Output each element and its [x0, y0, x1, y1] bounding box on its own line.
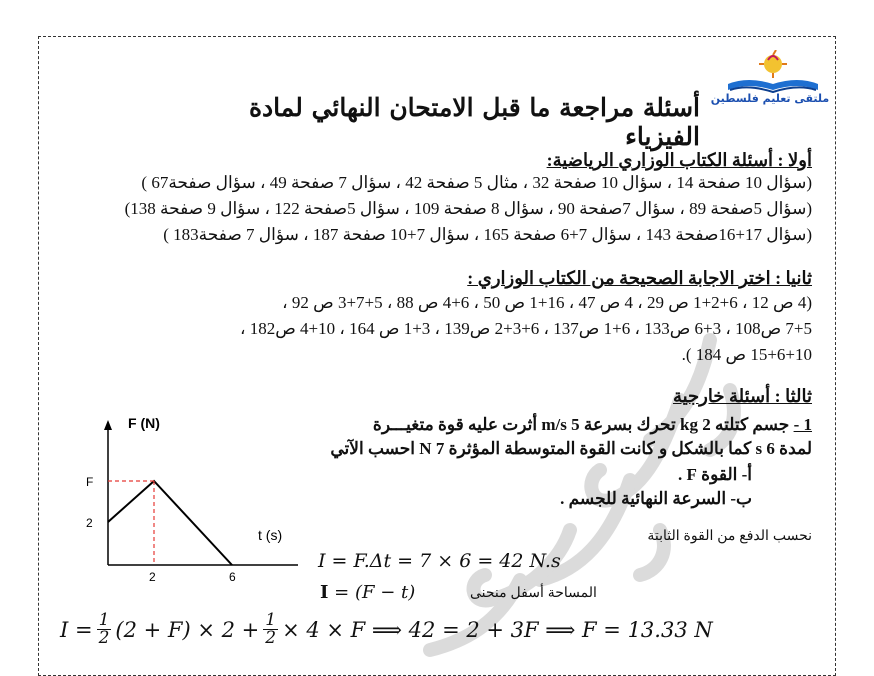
question-text: جسم كتلته 2 kg تحرك بسرعة 5 m/s أثرت عليه قوة متغيـــرة [372, 415, 790, 434]
section1-line: (سؤال 5صفحة 89 ، سؤال 7صفحة 90 ، سؤال 8 صفحة 109 ، سؤال 5صفحة 122 ، سؤال 9 صفحة 138) [124, 199, 812, 218]
section-multiple-choice [240, 268, 812, 365]
section2-line: (4 ص 12 ، 6+2+1 ص 29 ، 4 ص 47 ، 16+1 ص 50 ، 6+4 ص 88 ، 5+7+3 ص 92 ، [282, 293, 812, 312]
part-a: أ- القوة F . [678, 465, 752, 484]
y-tick-2: 2 [86, 516, 93, 530]
x-tick-2: 2 [149, 570, 156, 584]
section-ministry-book-questions [125, 150, 812, 245]
note-impulse-constant-force: نحسب الدفع من القوة الثابتة [647, 527, 812, 543]
section1-line: (سؤال 10 صفحة 14 ، سؤال 10 صفحة 32 ، مثال 5 صفحة 42 ، سؤال 7 صفحة 49 ، سؤال صفحة67 ) [141, 173, 812, 192]
fraction-half [97, 612, 112, 647]
note-area-under-curve: المساحة أسفل منحنى [470, 584, 597, 600]
part-b: ب- السرعة النهائية للجسم . [560, 489, 752, 508]
equation-impulse: I = F.Δt = 7 × 6 = 42 N.s [318, 550, 561, 572]
equation-area-expr: = (F − t) [334, 582, 416, 603]
y-axis-label: F (N) [128, 415, 160, 431]
equation-area [320, 582, 415, 603]
question-1-line1 [330, 415, 812, 435]
eq3-part-a: I = [60, 617, 93, 642]
eq3-part-c: × 4 × F ⟹ 42 = 2 + 3F ⟹ F = 13.33 N [282, 617, 713, 642]
section-external-questions [330, 386, 812, 509]
y-axis-arrow [104, 420, 112, 430]
fraction-numerator: 1 [98, 610, 110, 630]
section2-line: 7+5 ص108 ، 3+6 ص133 ، 6+1 ص137 ، 6+3+2 ص139 ، 3+1 ص 164 ، 10+4 ص182 ، [239, 319, 812, 338]
equation-area-result [60, 612, 713, 647]
page-title: أسئلة مراجعة ما قبل الامتحان النهائي لمادة الفيزياء [248, 93, 700, 151]
section3-heading: ثالثا : أسئلة خارجية [672, 386, 812, 406]
section1-line: (سؤال 17+16صفحة 143 ، سؤال 7+6 صفحة 165 ، سؤال 7+10 صفحة 187 ، سؤال 7 صفحة183 ) [163, 225, 812, 244]
fraction-denominator: 2 [98, 628, 110, 648]
x-tick-6: 6 [229, 570, 236, 584]
y-tick-f: F [86, 475, 94, 489]
eq3-part-b: (2 + F) × 2 + [115, 617, 260, 642]
section2-line: 15+6+10 ص 184 ). [681, 345, 812, 364]
question-number: 1 - [793, 415, 812, 434]
section2-heading: ثانيا : اختر الاجابة الصحيحة من الكتاب الوزاري : [467, 268, 812, 288]
x-axis-label: t (s) [258, 527, 283, 543]
logo-caption: ملتقى تعليم فلسطين [710, 92, 830, 105]
question-1-line2: لمدة 6 s كما بالشكل و كانت القوة المتوسطة المؤثرة 7 N احسب الآتي [330, 439, 812, 458]
force-time-graph [78, 410, 308, 590]
fraction-numerator: 1 [265, 610, 277, 630]
fraction-denominator: 2 [265, 628, 277, 648]
section1-heading: أولا : أسئلة الكتاب الوزاري الرياضية: [546, 150, 812, 170]
force-curve [108, 481, 232, 565]
fraction-half [263, 612, 278, 647]
equation-area-symbol: I [320, 582, 329, 603]
